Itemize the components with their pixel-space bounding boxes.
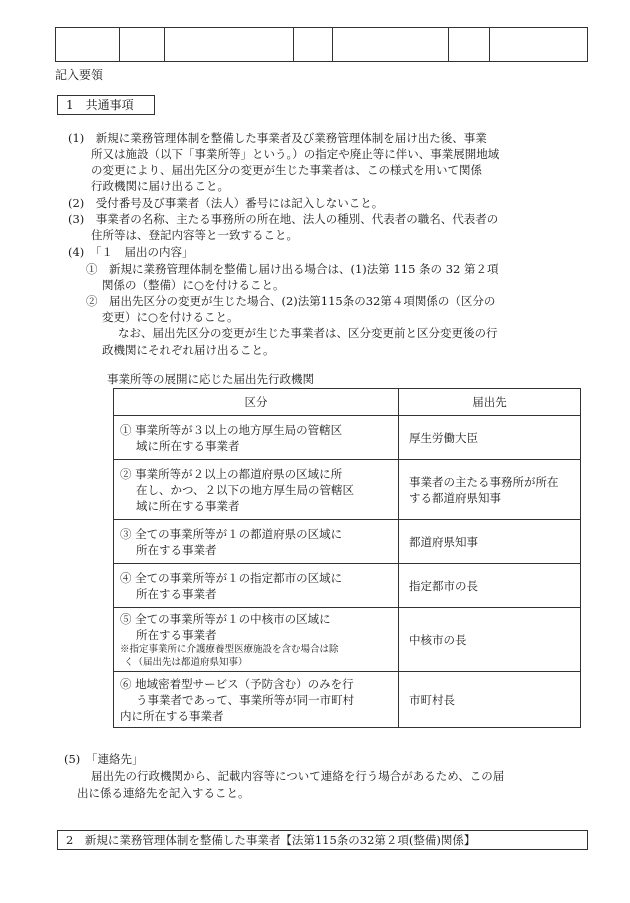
item5-line: 届出先の行政機関から、記載内容等について連絡を行う場合があるため、この届: [91, 769, 505, 783]
destination-table: [113, 388, 581, 728]
item3-line: 住所等は、登記内容等と一致すること。: [91, 228, 298, 242]
item4-2-line: ② 届出先区分の変更が生じた場合、(2)法第115条の32第４項関係の（区分の: [86, 294, 496, 308]
destination-text: 都道府県知事: [409, 534, 478, 549]
category-cell: [114, 520, 399, 564]
header-destination: 届出先: [399, 389, 581, 416]
table-row: [114, 416, 581, 460]
item1-line: 行政機関に届け出ること。: [91, 179, 229, 193]
grid-divider: [489, 28, 490, 61]
table-row: [114, 520, 581, 564]
destination-text: 厚生労働大臣: [409, 430, 478, 445]
item4-2-line: 変更）に○を付けること。: [102, 310, 239, 324]
destination-cell: [399, 564, 581, 608]
category-text: ③ 全ての事業所等が１の都道府県の区域に: [120, 526, 343, 541]
item4-1-line: 関係の（整備）に○を付けること。: [102, 278, 285, 292]
header-category: 区分: [114, 389, 399, 416]
destination-cell: [399, 608, 581, 672]
category-text: 域に所在する事業者: [136, 438, 240, 453]
table-row: [114, 564, 581, 608]
item1-line: 所又は施設（以下「事業所等」という。）の指定や廃止等に伴い、事業展開地域: [91, 147, 500, 161]
item3-line: (3) 事業者の名称、主たる事務所の所在地、法人の種別、代表者の職名、代表者の: [68, 212, 499, 226]
category-text: ② 事業所等が２以上の都道府県の区域に所: [120, 466, 343, 481]
table-row: [114, 608, 581, 672]
category-cell: [114, 608, 399, 672]
category-text: 在し、かつ、２以下の地方厚生局の管轄区: [136, 482, 355, 497]
category-note: ※指定事業所に介護療養型医療施設を含む場合は除: [120, 643, 339, 655]
item1-line: (1) 新規に業務管理体制を整備した事業者及び業務管理体制を届け出た後、事業: [68, 131, 487, 145]
item2-line: (2) 受付番号及び事業者（法人）番号には記入しないこと。: [68, 196, 384, 210]
item5-heading: (5) 「連絡先」: [64, 752, 144, 766]
item4-1-line: ① 新規に業務管理体制を整備し届け出る場合は、(1)法第 115 条の 32 第２項: [86, 262, 499, 276]
category-text: ① 事業所等が３以上の地方厚生局の管轄区: [120, 422, 343, 437]
category-cell: [114, 564, 399, 608]
item4-note-line: 政機関にそれぞれ届け出ること。: [102, 343, 275, 357]
category-text: 内に所在する事業者: [120, 708, 224, 723]
grid-divider: [293, 28, 294, 61]
table-row: [114, 460, 581, 520]
table-header-row: [114, 389, 581, 416]
grid-divider: [448, 28, 449, 61]
grid-divider: [119, 28, 120, 61]
destination-text: 事業者の主たる事務所が所在: [409, 474, 559, 489]
category-text: 所在する事業者: [136, 627, 217, 642]
destination-cell: [399, 460, 581, 520]
table-caption: 事業所等の展開に応じた届出先行政機関: [107, 372, 314, 386]
item1-line: の変更により、届出先区分の変更が生じた事業者は、この様式を用いて関係: [91, 163, 482, 177]
category-text: ⑤ 全ての事業所等が１の中核市の区域に: [120, 611, 331, 626]
category-text: 所在する事業者: [136, 542, 217, 557]
destination-cell: [399, 416, 581, 460]
category-text: ⑥ 地域密着型サービス（予防含む）のみを行: [120, 676, 354, 691]
category-note: く（届出先は都道府県知事）: [124, 656, 248, 668]
destination-text: 市町村長: [409, 692, 455, 707]
item4-heading: (4) 「１ 届出の内容」: [68, 245, 194, 259]
section2-title: 2 新規に業務管理体制を整備した事業者【法第115条の32第２項(整備)関係】: [57, 830, 588, 850]
destination-cell: [399, 672, 581, 728]
destination-text: 中核市の長: [409, 632, 467, 647]
destination-text: する都道府県知事: [409, 490, 501, 505]
grid-dotted-line: [220, 27, 348, 28]
grid-divider: [164, 28, 165, 61]
category-text: 所在する事業者: [136, 586, 217, 601]
category-text: う事業者であって、事業所等が同一市町村: [136, 692, 355, 707]
top-form-grid: [55, 27, 588, 62]
category-cell: [114, 460, 399, 520]
destination-text: 指定都市の長: [409, 578, 478, 593]
destination-cell: [399, 520, 581, 564]
category-text: 域に所在する事業者: [136, 498, 240, 513]
category-cell: [114, 672, 399, 728]
category-cell: [114, 416, 399, 460]
category-text: ④ 全ての事業所等が１の指定都市の区域に: [120, 570, 343, 585]
instructions-heading: 記入要領: [55, 68, 104, 82]
item4-note-line: なお、届出先区分の変更が生じた事業者は、区分変更前と区分変更後の行: [118, 326, 498, 340]
item5-line: 出に係る連絡先を記入すること。: [77, 786, 250, 800]
grid-divider: [332, 28, 333, 61]
table-row: [114, 672, 581, 728]
section1-title: 1 共通事項: [57, 95, 155, 115]
